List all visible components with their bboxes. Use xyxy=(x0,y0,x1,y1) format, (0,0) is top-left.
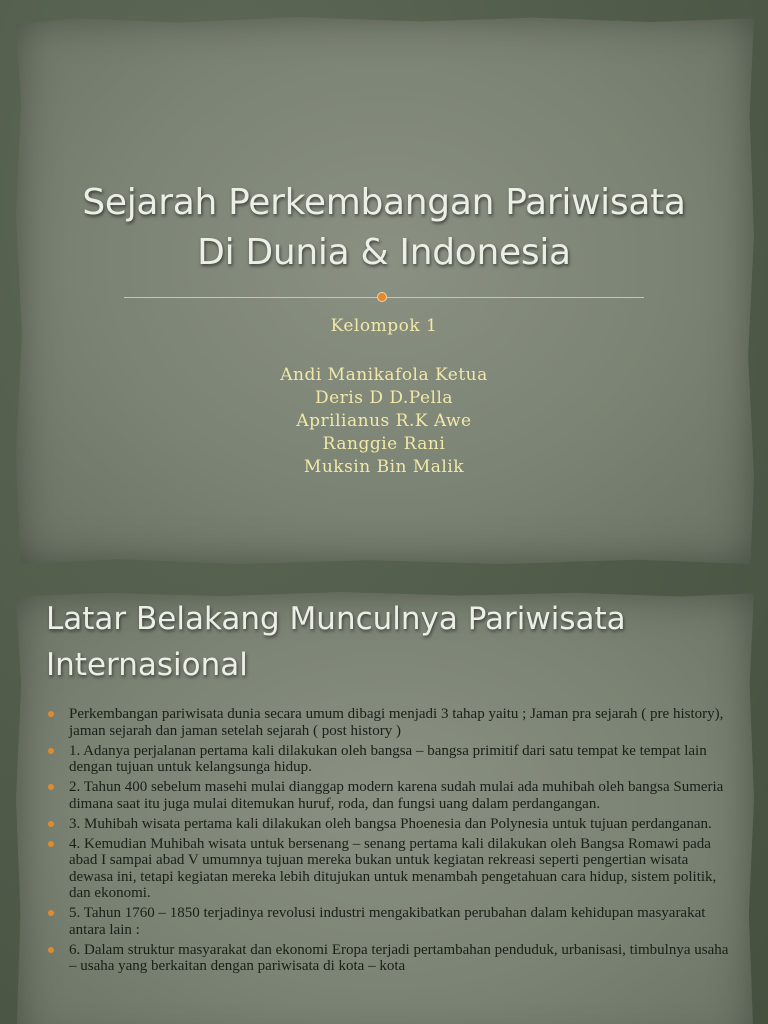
bullet-dot-icon xyxy=(48,748,54,754)
bullet-item xyxy=(46,779,736,812)
bullet-dot-icon xyxy=(48,784,54,790)
bullet-item xyxy=(46,816,736,833)
bullet-dot-icon xyxy=(48,947,54,953)
bullet-item xyxy=(46,942,736,975)
member-name: Andi Manikafola Ketua xyxy=(280,365,488,385)
slide-heading-line: Internasional xyxy=(46,647,248,683)
divider-ornament-icon xyxy=(378,293,386,301)
content-slide xyxy=(0,578,768,1024)
member-name: Aprilianus R.K Awe xyxy=(296,411,472,431)
bullet-list xyxy=(46,706,736,978)
group-label: Kelompok 1 xyxy=(330,316,438,336)
slide-paper-background xyxy=(16,16,754,564)
slide-heading-line: Latar Belakang Munculnya Pariwisata xyxy=(46,601,626,637)
member-name: Deris D D.Pella xyxy=(314,388,454,408)
bullet-item xyxy=(46,743,736,776)
member-list xyxy=(40,364,728,479)
bullet-item xyxy=(46,836,736,902)
bullet-dot-icon xyxy=(48,910,54,916)
slide-title xyxy=(40,178,728,278)
slide-heading xyxy=(46,596,736,688)
bullet-text: Perkembangan pariwisata dunia secara umum dibagi menjadi 3 tahap yaitu ; Jaman pra sejarah ( pre history), jaman sejarah dan jaman setelah sejarah ( post history ) xyxy=(69,706,724,739)
bullet-text: 1. Adanya perjalanan pertama kali dilakukan oleh bangsa – bangsa primitif dari satu tempat ke tempat lain dengan tujuan untuk kelangsunga hidup. xyxy=(69,742,707,775)
slide-title-line: Sejarah Perkembangan Pariwisata xyxy=(82,182,686,223)
member-name: Ranggie Rani xyxy=(322,434,446,454)
bullet-text: 6. Dalam struktur masyarakat dan ekonomi Eropa terjadi pertambahan penduduk, urbanisasi, timbulnya usaha – usaha yang berkaitan dengan pariwisata di kota – kota xyxy=(69,941,729,974)
bullet-text: 5. Tahun 1760 – 1850 terjadinya revolusi industri mengakibatkan perubahan dalam kehidupan masyarakat antara lain : xyxy=(69,905,706,938)
bullet-text: 3. Muhibah wisata pertama kali dilakukan oleh bangsa Phoenesia dan Polynesia untuk tujuan perdanganan. xyxy=(69,815,712,832)
member-name: Muksin Bin Malik xyxy=(303,457,465,477)
slide-title-line: Di Dunia & Indonesia xyxy=(197,232,571,273)
bullet-item xyxy=(46,706,736,739)
bullet-text: 2. Tahun 400 sebelum masehi mulai dianggap modern karena sudah mulai ada muhibah oleh bangsa Sumeria dimana saat itu juga mulai ditemukan huruf, roda, dan fungsi uang dalam perdangangan. xyxy=(69,779,724,812)
bullet-dot-icon xyxy=(48,821,54,827)
bullet-dot-icon xyxy=(48,841,54,847)
bullet-text: 4. Kemudian Muhibah wisata untuk bersenang – senang pertama kali dilakukan oleh Bangsa Romawi pada abad I sampai abad V umumnya tujuan mereka bukan untuk kegiatan rekreasi seperti pengertian wisata dewasa ini, tetapi kegiatan mereka lebih ditujukan untuk menambah pengetahuan cara hidup, sistem politik, dan ekonomi. xyxy=(69,835,717,901)
bullet-dot-icon xyxy=(48,711,54,717)
bullet-item xyxy=(46,905,736,938)
